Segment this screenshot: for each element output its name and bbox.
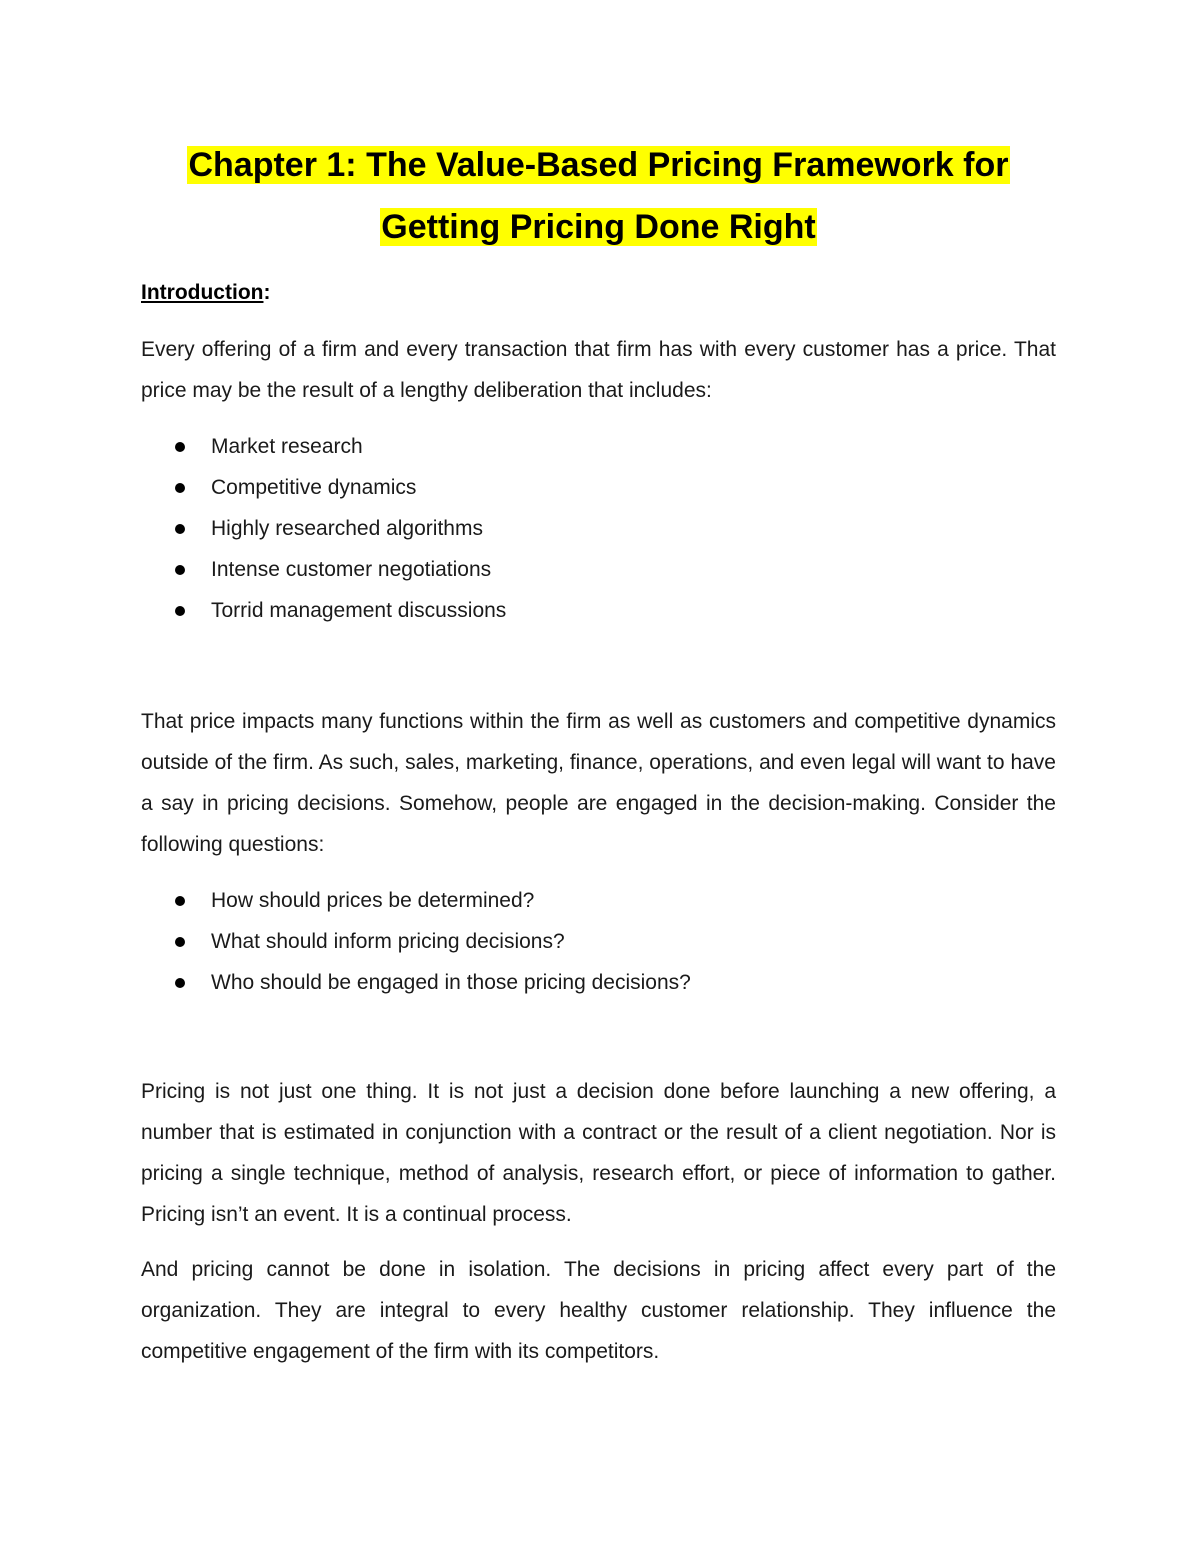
list-item bbox=[141, 549, 506, 590]
bullet-list-2 bbox=[141, 880, 691, 1003]
list-item bbox=[141, 962, 691, 1003]
chapter-title-line-1: Chapter 1: The Value-Based Pricing Framework for bbox=[188, 146, 1009, 184]
bullet-list-1 bbox=[141, 426, 506, 631]
bullet-dot-icon bbox=[175, 606, 185, 616]
bullet-dot-icon bbox=[175, 442, 185, 452]
paragraph-3: Pricing is not just one thing. It is not just a decision done before launching a new offering, a number that is estimated in conjunction with a contract or the result of a client negotiation. Nor is pricing a single technique, method of analysis, research effort, or piece of information to gather. Pricing isn’t an event. It is a continual process. bbox=[141, 1080, 1056, 1226]
introduction-heading-text: Introduction bbox=[141, 281, 264, 304]
bullet-dot-icon bbox=[175, 978, 185, 988]
paragraph-2: That price impacts many functions within the firm as well as customers and competitive dynamics outside of the firm. As such, sales, marketing, finance, operations, and even legal will want to have a say in pricing decisions. Somehow, people are engaged in the decision-making. Consider the following questions: bbox=[141, 710, 1056, 856]
list-item-text: Intense customer negotiations bbox=[211, 558, 492, 581]
list-item bbox=[141, 921, 691, 962]
list-item-text: Highly researched algorithms bbox=[211, 517, 483, 540]
bullet-dot-icon bbox=[175, 524, 185, 534]
list-item bbox=[141, 880, 691, 921]
bullet-dot-icon bbox=[175, 896, 185, 906]
introduction-heading-colon: : bbox=[263, 281, 271, 304]
list-item-text: Who should be engaged in those pricing decisions? bbox=[211, 971, 691, 994]
list-item-text: Market research bbox=[211, 435, 363, 458]
introduction-heading bbox=[141, 276, 270, 310]
chapter-title-line-2: Getting Pricing Done Right bbox=[381, 208, 816, 246]
paragraph-1: Every offering of a firm and every transaction that firm has with every customer has a price. That price may be the result of a lengthy deliberation that includes: bbox=[141, 338, 1056, 402]
list-item bbox=[141, 467, 506, 508]
chapter-title bbox=[141, 134, 1056, 258]
list-item bbox=[141, 426, 506, 467]
list-item bbox=[141, 590, 506, 631]
list-item-text: What should inform pricing decisions? bbox=[211, 930, 565, 953]
paragraph-4: And pricing cannot be done in isolation. The decisions in pricing affect every part of the organization. They are integral to every healthy customer relationship. They influence the competitive engagement of the firm with its competitors. bbox=[141, 1258, 1056, 1363]
bullet-dot-icon bbox=[175, 937, 185, 947]
bullet-dot-icon bbox=[175, 483, 185, 493]
list-item-text: Competitive dynamics bbox=[211, 476, 417, 499]
list-item-text: How should prices be determined? bbox=[211, 889, 535, 912]
list-item bbox=[141, 508, 506, 549]
list-item-text: Torrid management discussions bbox=[211, 599, 507, 622]
bullet-dot-icon bbox=[175, 565, 185, 575]
